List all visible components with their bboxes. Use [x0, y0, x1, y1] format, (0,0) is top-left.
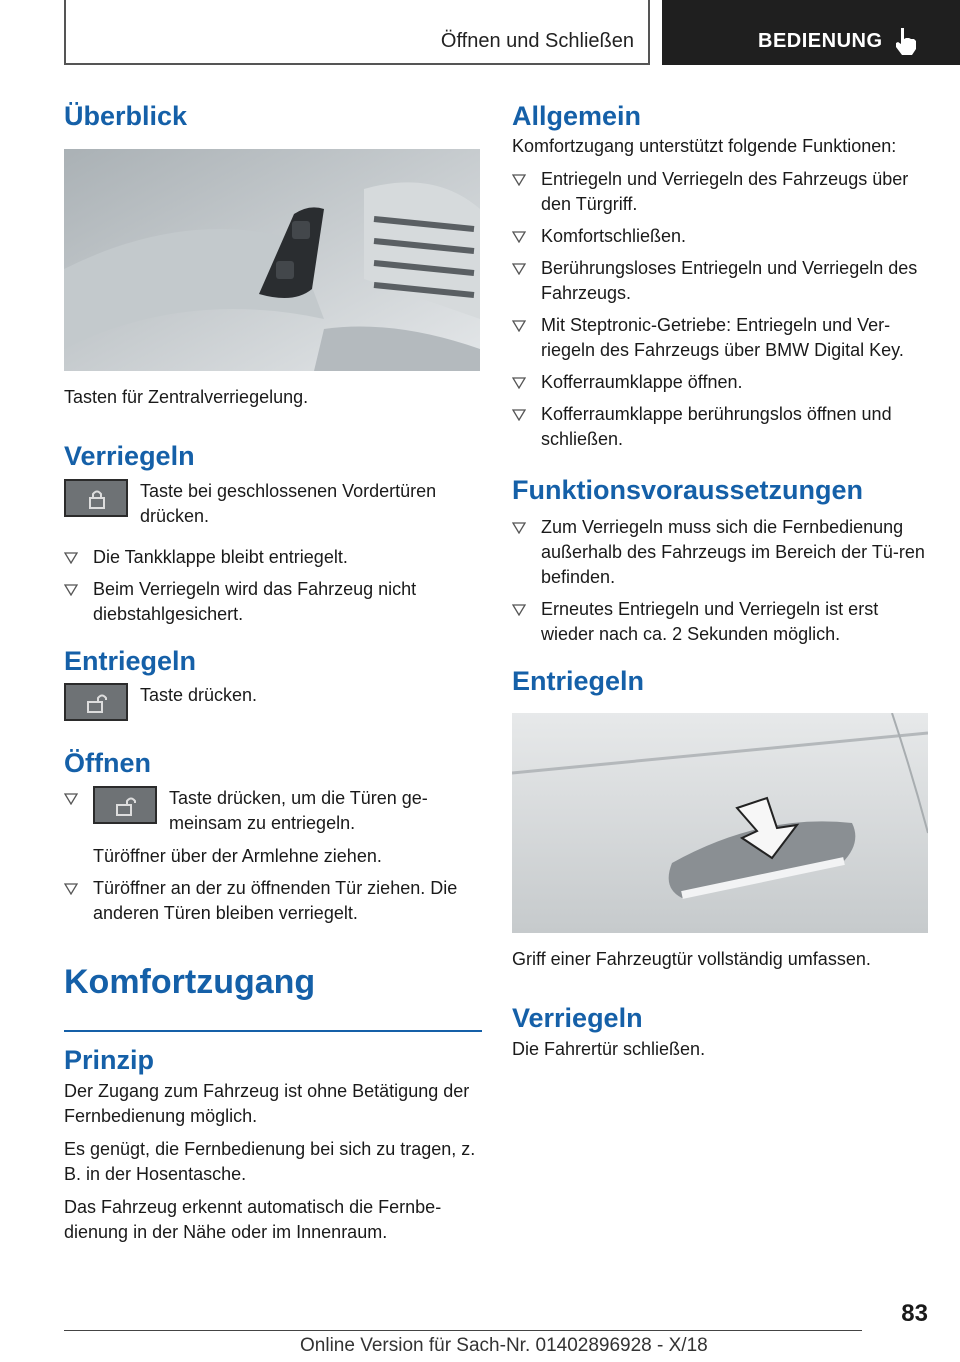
header-chapter-box: [64, 0, 650, 65]
heading-ueberblick: Überblick: [64, 101, 188, 131]
list-item: Kofferraumklappe berührungslos öffnen und schließen.: [512, 402, 930, 452]
heading-verriegeln-komfort: Verriegeln: [512, 1003, 643, 1034]
caption-door-handle: Griff einer Fahrzeugtür vollständig umfassen.: [512, 949, 871, 970]
prinzip-paragraph-3: Das Fahrzeug erkennt automatisch die Fernbe-dienung in der Nähe oder im Innenraum.: [64, 1196, 442, 1242]
unlock-button-icon: [93, 786, 157, 824]
text-verriegeln: Taste bei geschlossenen Vordertüren drücken.: [140, 480, 437, 526]
list-item: Taste drücken, um die Türen ge-meinsam zu entriegeln. Türöffner über der Armlehne ziehen.: [64, 786, 482, 869]
list-oeffnen: [64, 786, 482, 926]
heading-allgemein: Allgemein: [512, 101, 642, 131]
photo-central-locking-buttons: [64, 149, 480, 371]
list-funktionsvoraussetzungen: [512, 515, 930, 647]
list-verriegeln: [64, 545, 482, 627]
photo-door-handle: [512, 713, 928, 933]
door-handle-illustration: [512, 713, 928, 933]
heading-prinzip: Prinzip: [64, 1045, 155, 1076]
heading-entriegeln: Entriegeln: [64, 645, 197, 676]
triangle-bullet-icon: [64, 584, 78, 596]
heading-komfortzugang: Komfortzugang: [64, 962, 316, 1001]
list-item: Mit Steptronic-Getriebe: Entriegeln und Ver-riegeln des Fahrzeugs über BMW Digital Key.: [512, 313, 930, 363]
prinzip-paragraph-2: Es genügt, die Fernbedienung bei sich zu tragen, z. B. in der Hosentasche.: [64, 1138, 476, 1184]
triangle-bullet-icon: [512, 522, 526, 534]
list-item: Beim Verriegeln wird das Fahrzeug nicht diebstahlgesichert.: [64, 577, 482, 627]
triangle-bullet-icon: [512, 174, 526, 186]
komfortzugang-divider: [64, 1030, 482, 1032]
list-item: Komfortschließen.: [512, 224, 930, 249]
text-verriegeln-komfort: Die Fahrertür schließen.: [512, 1038, 706, 1059]
list-item: Kofferraumklappe öffnen.: [512, 370, 930, 395]
list-item: Berührungsloses Entriegeln und Verriegeln des Fahrzeugs.: [512, 256, 930, 306]
list-item: Türöffner an der zu öffnenden Tür ziehen. Die anderen Türen bleiben verriegelt.: [64, 876, 482, 926]
section-title: BEDIENUNG: [758, 30, 883, 52]
triangle-bullet-icon: [512, 604, 526, 616]
door-panel-illustration: [64, 149, 480, 371]
right-column: [512, 100, 930, 1062]
list-item: Entriegeln und Verriegeln des Fahrzeugs über den Türgriff.: [512, 167, 930, 217]
lock-button-icon: [64, 479, 128, 517]
triangle-bullet-icon: [64, 793, 78, 805]
heading-funktionsvoraussetzungen: Funktionsvoraussetzungen: [512, 475, 864, 506]
chapter-title: Öffnen und Schließen: [440, 30, 634, 52]
list-item: Zum Verriegeln muss sich die Fernbedienung außerhalb des Fahrzeugs im Bereich der Tü-ren befinden.: [512, 515, 930, 590]
heading-entriegeln-komfort: Entriegeln: [512, 665, 645, 696]
left-column: [64, 100, 482, 1245]
allgemein-intro: Komfortzugang unterstützt folgende Funktionen:: [512, 136, 897, 157]
heading-verriegeln: Verriegeln: [64, 441, 195, 472]
list-item: Erneutes Entriegeln und Verriegeln ist erst wieder nach ca. 2 Sekunden möglich.: [512, 597, 930, 647]
triangle-bullet-icon: [512, 320, 526, 332]
triangle-bullet-icon: [64, 883, 78, 895]
list-item: Die Tankklappe bleibt entriegelt.: [64, 545, 482, 570]
online-version-note: Online Version für Sach-Nr. 01402896928 - X/18: [300, 1335, 708, 1356]
oeffnen-sub-text: Türöffner über der Armlehne ziehen.: [93, 845, 382, 866]
header-section-tab: [662, 0, 960, 65]
triangle-bullet-icon: [64, 552, 78, 564]
footer-divider: [64, 1330, 862, 1331]
caption-central-locking: Tasten für Zentralverriegelung.: [64, 387, 309, 408]
prinzip-paragraph-1: Der Zugang zum Fahrzeug ist ohne Betätigung der Fernbedienung möglich.: [64, 1080, 470, 1126]
triangle-bullet-icon: [512, 231, 526, 243]
triangle-bullet-icon: [512, 263, 526, 275]
triangle-bullet-icon: [512, 409, 526, 421]
list-allgemein: [512, 167, 930, 452]
page-number: 83: [901, 1300, 928, 1327]
heading-oeffnen: Öffnen: [64, 748, 151, 779]
text-entriegeln: Taste drücken.: [140, 685, 258, 706]
unlock-button-icon: [64, 683, 128, 721]
triangle-bullet-icon: [512, 377, 526, 389]
hand-pointer-icon: [892, 26, 920, 56]
